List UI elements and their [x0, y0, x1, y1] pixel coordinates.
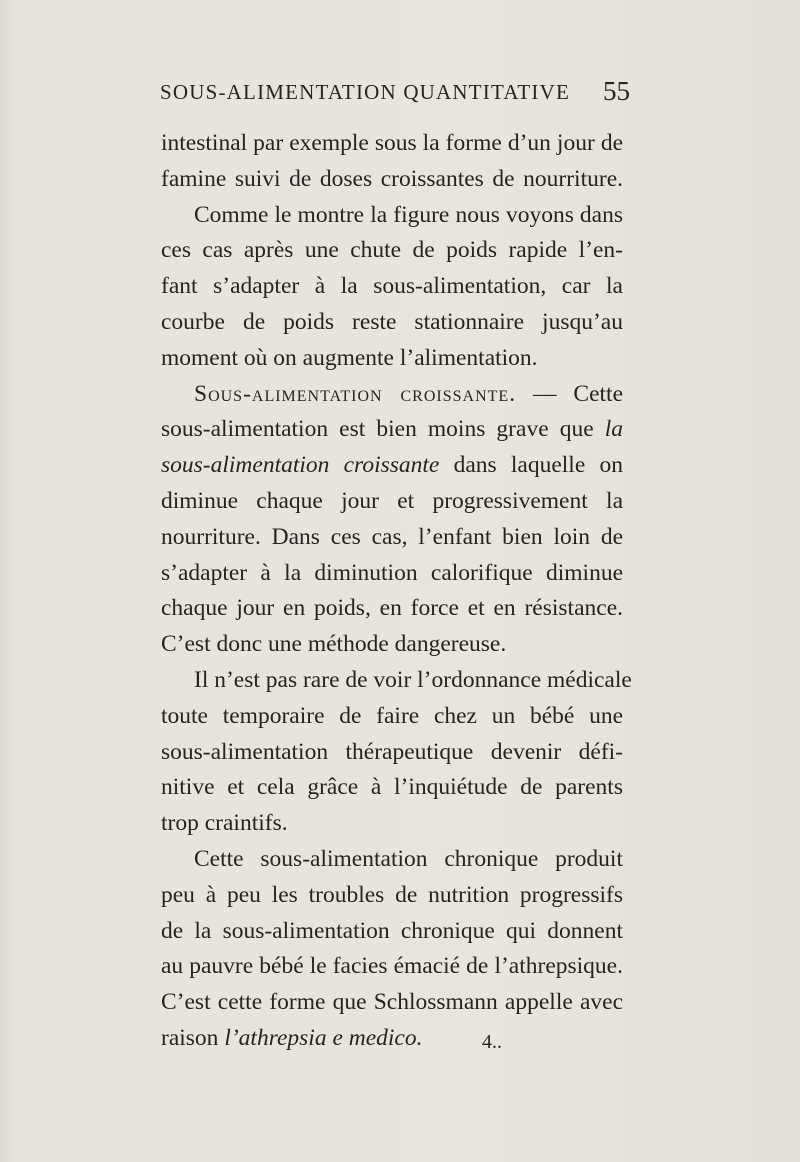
text-fragment: raison [161, 1024, 225, 1051]
italic-term: sous-alimentation croissante [161, 452, 440, 479]
section-heading-rest: — Cette [516, 380, 624, 407]
text-line: diminue chaque jour et progressivement la [161, 487, 623, 514]
text-fragment: sous-alimentation est bien moins grave que [161, 416, 605, 443]
body-text [161, 126, 632, 1057]
text-line [161, 412, 623, 448]
signature-mark: 4.. [482, 1031, 502, 1053]
text-line: de la sous-alimentation chronique qui donnent [161, 917, 623, 944]
text-line: ces cas après une chute de poids rapide l’en- [161, 237, 623, 264]
text-line: courbe de poids reste stationnaire jusqu’au [161, 308, 623, 335]
text-line: chaque jour en poids, en force et en résistance. [161, 595, 623, 622]
text-line: famine suivi de doses croissantes de nourriture. [161, 165, 623, 192]
section-heading-line [161, 377, 623, 413]
text-fragment: dans laquelle on [439, 452, 623, 479]
text-line: intestinal par exemple sous la forme d’un jour de [161, 130, 623, 156]
text-line: Comme le montre la figure nous voyons dans [194, 201, 623, 228]
text-line: au pauvre bébé le facies émacié de l’athrepsique. [161, 953, 623, 980]
running-head [160, 76, 630, 114]
text-line: toute temporaire de faire chez un bébé une [161, 702, 623, 729]
text-line: peu à peu les troubles de nutrition progressifs [161, 881, 623, 908]
text-line: Il n’est pas rare de voir l’ordonnance médicale [194, 666, 632, 693]
text-line: nitive et cela grâce à l’inquiétude de parents [161, 774, 623, 801]
text-line [161, 1021, 623, 1057]
running-title: SOUS-ALIMENTATION QUANTITATIVE [160, 80, 571, 104]
italic-fragment: la [604, 416, 623, 443]
text-line: moment où on augmente l’alimentation. [161, 344, 538, 371]
text-line: fant s’adapter à la sous-alimentation, car la [161, 273, 623, 300]
page-number: 55 [603, 76, 630, 106]
text-line: trop craintifs. [161, 810, 288, 837]
text-line: C’est cette forme que Schlossmann appelle avec [161, 989, 623, 1016]
text-line [161, 448, 623, 484]
section-heading: Sous-alimentation croissante. [194, 380, 517, 407]
italic-quote: l’athrepsia e medico. [224, 1024, 423, 1051]
text-line: sous-alimentation thérapeutique devenir défi- [161, 738, 623, 765]
text-line: C’est donc une méthode dangereuse. [161, 631, 507, 658]
text-line: nourriture. Dans ces cas, l’enfant bien loin de [161, 523, 623, 550]
text-line: Cette sous-alimentation chronique produit [194, 845, 623, 872]
text-line: s’adapter à la diminution calorifique diminue [161, 559, 623, 586]
